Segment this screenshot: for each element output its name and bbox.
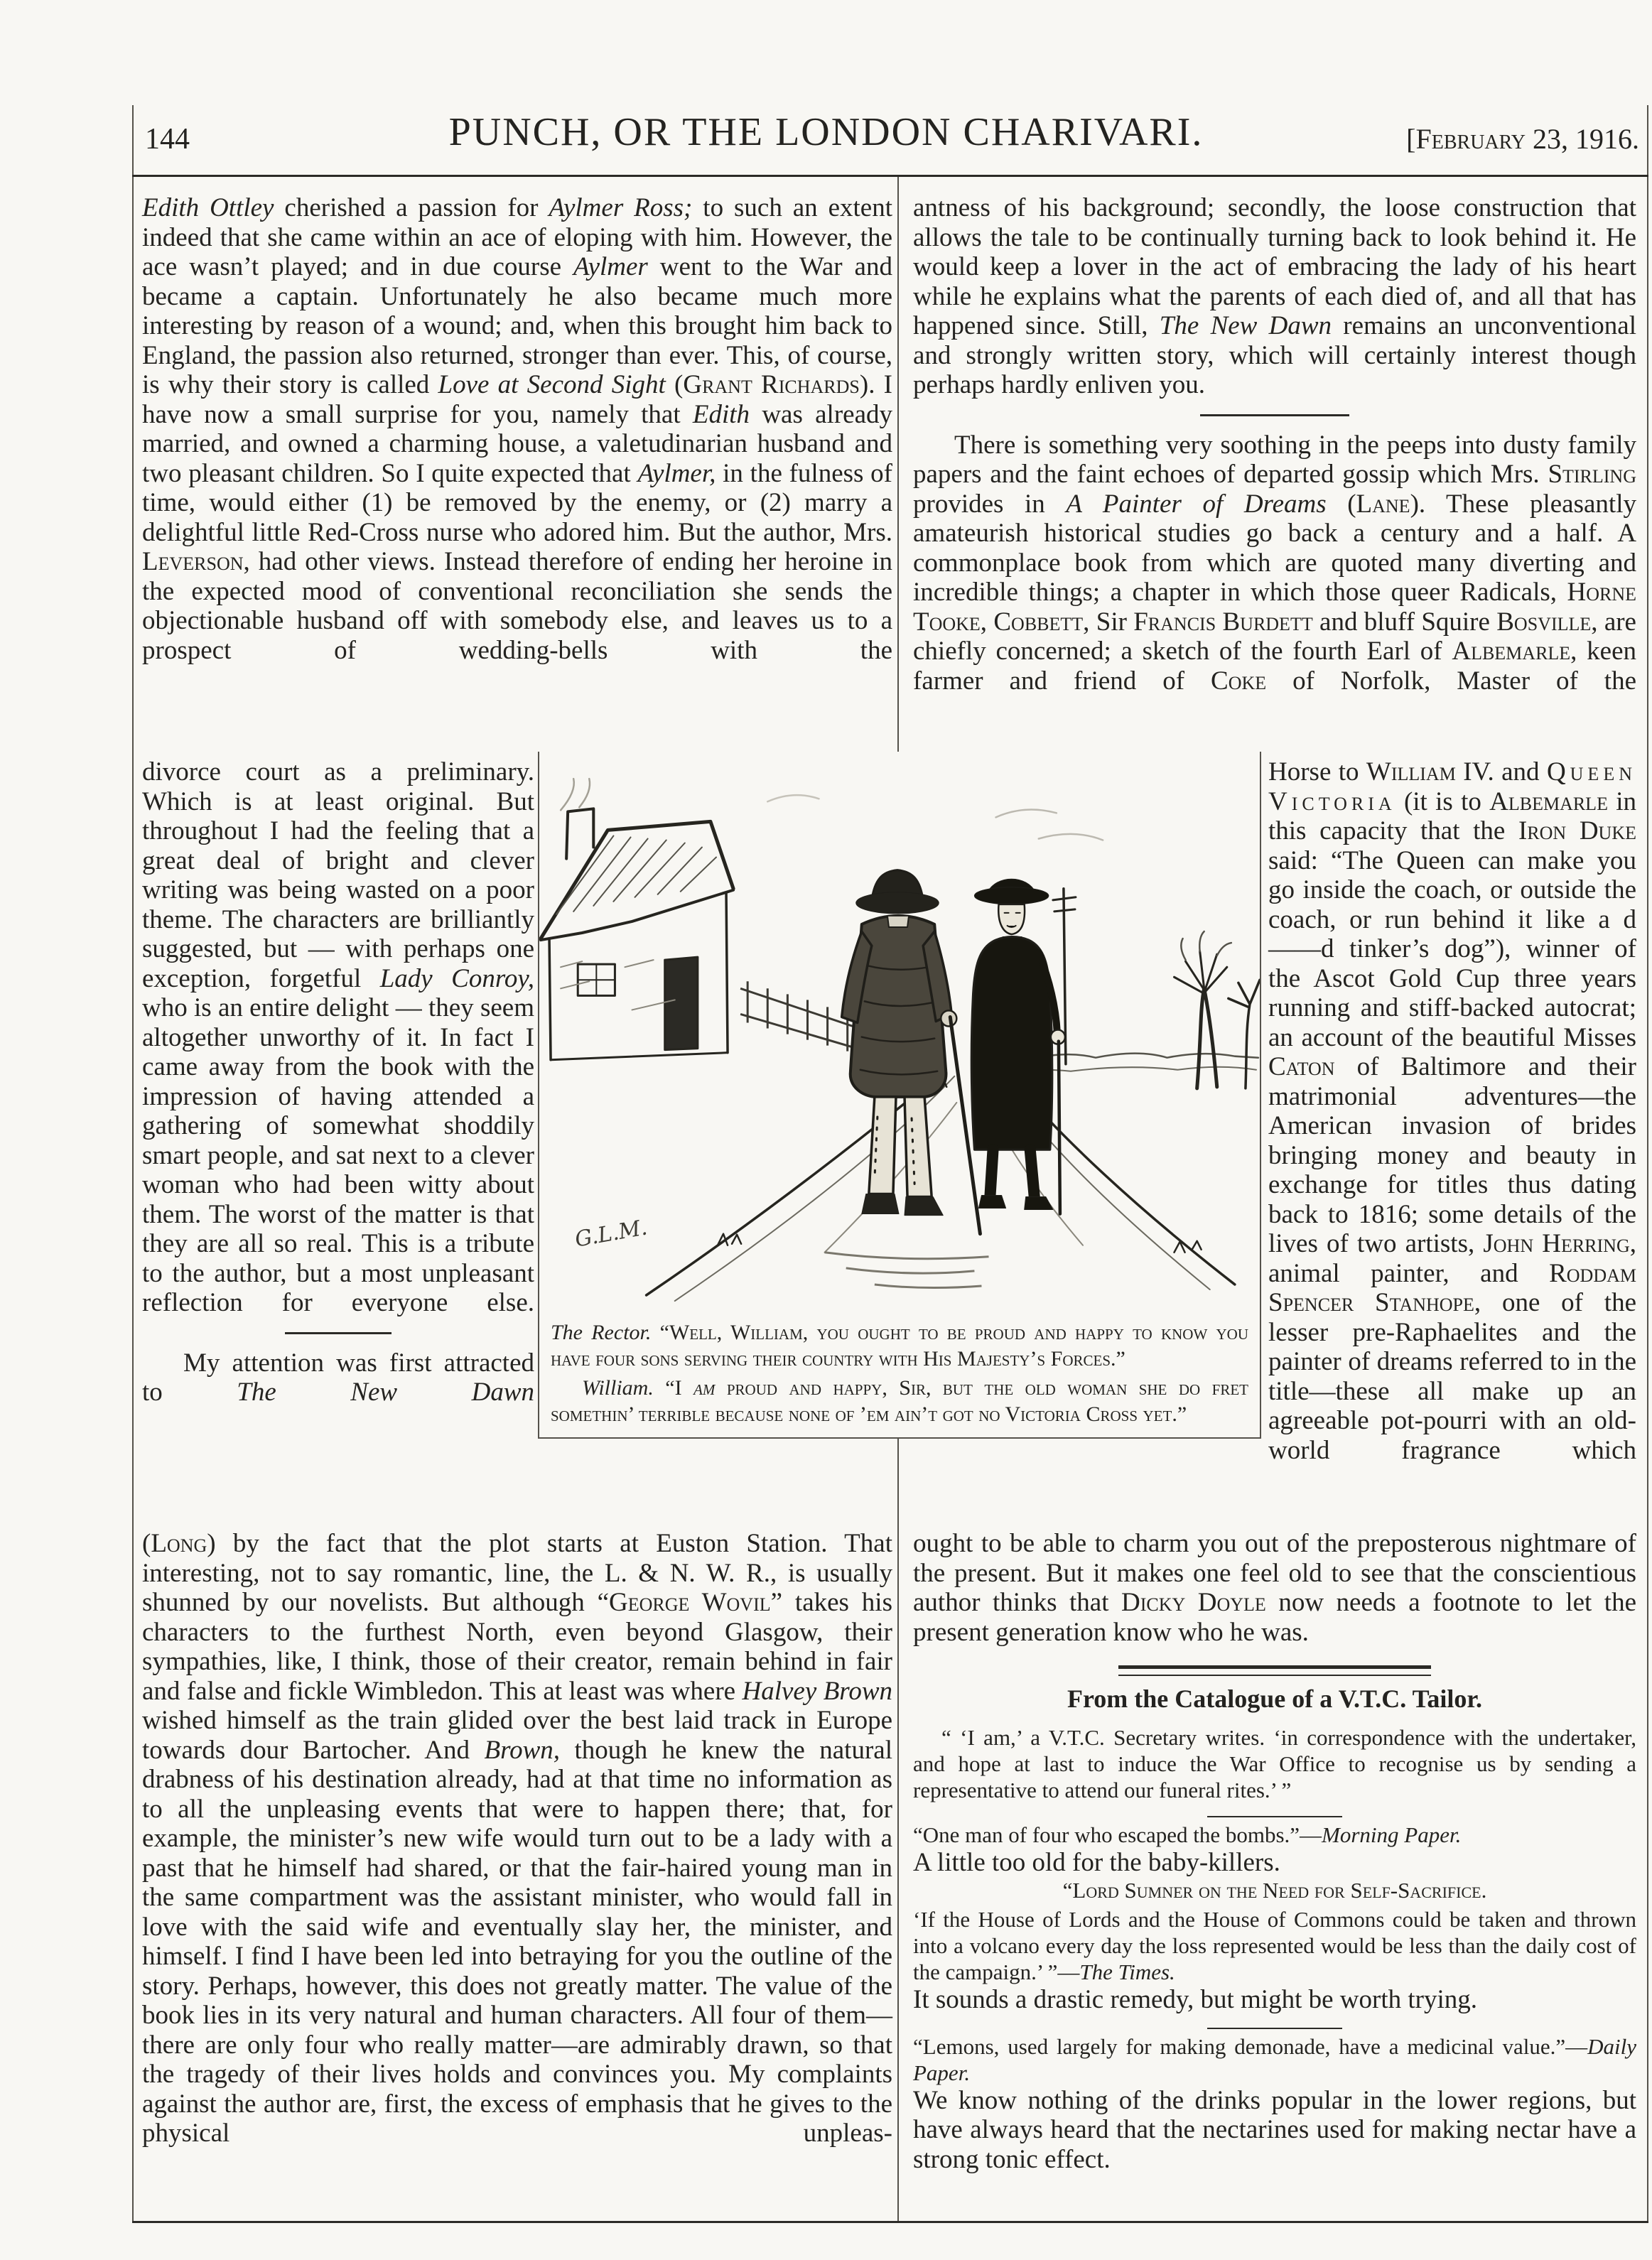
cartoon-figure bbox=[538, 752, 1261, 1439]
caption-william: William. “I am proud and happy, Sir, but the old woman she do fret somethin’ terrible because none of ’em ain’t got no Victoria Cross yet.” bbox=[551, 1376, 1248, 1427]
cartoon-drawing bbox=[539, 752, 1260, 1308]
bombs-reply: A little too old for the baby-killers. bbox=[913, 1847, 1280, 1877]
left-column-narrow bbox=[142, 757, 534, 1407]
separator-rule bbox=[1207, 2028, 1342, 2029]
lemons-quote: “Lemons, used largely for making demonade, have a medicinal value.”—Daily Paper. bbox=[913, 2033, 1636, 2085]
review-painter-of-dreams-part1: There is something very soothing in the peeps into dusty family papers and the faint echoes of departed gossip which Mrs. Stirling provides in A Painter of Dreams (Lane). These pleasantly amateurish historical studies go back a century and a half. A commonplace book from which are quoted many diverting and incredible things; a chapter in which those queer Radicals, Horne Tooke, Cobbett, Sir Francis Burdett and bluff Squire Bosville, are chiefly concerned; a sketch of the fourth Earl of Albemarle, keen farmer and friend of Coke of Norfolk, Master of the bbox=[913, 430, 1636, 696]
review-love-at-second-sight-part2: divorce court as a preliminary. Which is at least original. But throughout I had the feeling that a great deal of bright and clever writing was being wasted on a poor theme. The characters are brilliantly suggested, but — with perhaps one exception, forgetful Lady Conroy, who is an entire delight — they seem altogether unworthy of it. In fact I came away from the book with the impression of having attended a gathering of somewhat shoddily smart people, and sat next to a clever woman who had been witty about them. The worst of the matter is that they are all so real. This is a tribute to the author, but a most unpleasant reflection for everyone else. bbox=[142, 757, 534, 1317]
sumner-reply: It sounds a drastic remedy, but might be worth trying. bbox=[913, 1985, 1477, 2014]
publication-title: PUNCH, OR THE LONDON CHARIVARI. bbox=[448, 110, 1204, 154]
bottom-rule bbox=[132, 2221, 1648, 2223]
section-heading-tailor: From the Catalogue of a V.T.C. Tailor. bbox=[1067, 1685, 1483, 1713]
header-rule bbox=[132, 175, 1648, 177]
bombs-quote: “One man of four who escaped the bombs.”—Morning Paper. bbox=[913, 1822, 1462, 1847]
review-new-dawn-continued: (Long) by the fact that the plot starts at Euston Station. That interesting, not to say romantic, line, the L. & N. W. R., is usually shunned by our novelists. But although “George Wovil” takes his characters to the furthest North, even beyond Glasgow, their sympathies, like, I think, those of their creator, remain behind in fair and false and fickle Wimbledon. This at least was where Halvey Brown wished himself as the train glided over the best laid track in Europe towards dour Bartocher. And Brown, though he knew the natural drabness of his destination already, had at that time no information as to all the unpleasing events that were to happen there; that, for example, the minister’s new wife would turn out to be a lady with a past that he himself had shared, or that the fair-haired young man in the same compartment was the assistant minister, who would fall in love with the said wife and eventually slay her, the minister, and himself. I find I have been led into betraying for you the outline of the story. Perhaps, however, this does not greatly matter. The value of the book lies in its very natural and human characters. All four of them—there are only four who really matter—are admirably drawn, so that the tragedy of their lives holds and convinces you. My complaints against the author are, first, the excess of emphasis that he gives to the physical unpleas- bbox=[142, 1529, 892, 2148]
artist-signature: G.L.M. bbox=[573, 1215, 649, 1253]
tailor-quote: “ ‘I am,’ a V.T.C. Secretary writes. ‘in correspondence with the undertaker, and hope at last to induce the War Office to recognise us by sending a representative to attend our funeral rites.’ ” bbox=[913, 1724, 1636, 1802]
review-new-dawn-opening: My attention was first attracted to The New Dawn bbox=[142, 1348, 534, 1407]
page-frame-left bbox=[132, 105, 134, 2222]
review-love-at-second-sight-part1: Edith Ottley cherished a passion for Aylmer Ross; to such an extent indeed that she came within an ace of eloping with him. However, the ace wasn’t played; and in due course Aylmer went to the War and became a captain. Unfortunately he also became much more interesting by reason of a wound; and, when this brought him back to England, the passion also returned, stronger than ever. This, of course, is why their story is called Love at Second Sight (Grant Richards). I have now a small surprise for you, namely that Edith was already married, and owned a charming house, a valetudinarian husband and two pleasant children. So I quite expected that Aylmer, in the fulness of time, would either (1) be removed by the enemy, or (2) marry a delightful little Red-Cross nurse who adored him. But the author, Mrs. Leverson, had other views. Instead therefore of ending her heroine in the expected mood of conventional reconciliation she sends the objectionable husband off with somebody else, and leaves us to a prospect of wedding-bells with the bbox=[142, 193, 892, 665]
right-column-narrow bbox=[1268, 757, 1636, 1465]
review-painter-of-dreams-part2: Horse to William IV. and Queen Victoria (it is to Albemarle in this capacity that the Iron Duke said: “The Queen can make you go inside the coach, or outside the coach, or run behind it like a d——d tinker’s dog”), winner of the Ascot Gold Cup three years running and stiff-backed autocrat; an account of the beautiful Misses Caton of Baltimore and their matrimonial adventures—the American invasion of brides bringing money and beauty in exchange for titles thus dating back to 1816; some details of the lives of two artists, John Herring, animal painter, and Roddam Spencer Stanhope, one of the lesser pre-Raphaelites and the painter of dreams referred to in the title—these all make up an agreeable pot-pourri with an old-world fragrance which bbox=[1268, 757, 1637, 1465]
sumner-quote: ‘If the House of Lords and the House of Commons could be taken and thrown into a volcano every day the loss represented would be less than the daily cost of the campaign.’ ”—The Times. bbox=[913, 1907, 1636, 1984]
page-number: 144 bbox=[145, 123, 190, 156]
caption-rector: The Rector. “Well, William, you ought to be proud and happy to know you have four sons serving their country with His Majesty’s Forces.” bbox=[551, 1321, 1249, 1371]
separator-rule bbox=[1207, 1816, 1342, 1817]
sumner-heading: “Lord Sumner on the Need for Self-Sacrifice. bbox=[1062, 1878, 1487, 1903]
left-column-bottom bbox=[142, 1529, 892, 2148]
left-column-top bbox=[142, 193, 892, 665]
right-column-bottom bbox=[913, 1529, 1636, 2174]
separator-rule bbox=[285, 1332, 392, 1334]
page-frame-right bbox=[1647, 105, 1648, 2222]
double-rule bbox=[1118, 1665, 1431, 1676]
separator-rule bbox=[1200, 414, 1349, 416]
issue-date: [February 23, 1916. bbox=[1406, 123, 1639, 155]
review-new-dawn-conclusion: antness of his background; secondly, the loose construction that allows the tale to be continually turning back to look behind it. He would keep a lover in the act of embracing the lady of his heart while he explains what the parents of each died of, and all that has happened since. Still, The New Dawn remains an unconventional and strongly written story, which will certainly interest though perhaps hardly enliven you. bbox=[913, 193, 1636, 399]
review-painter-of-dreams-conclusion: ought to be able to charm you out of the preposterous nightmare of the present. But it makes one feel old to see that the conscientious author thinks that Dicky Doyle now needs a footnote to let the present generation know who he was. bbox=[913, 1529, 1637, 1647]
right-column-top bbox=[913, 193, 1636, 696]
cartoon-caption bbox=[539, 1319, 1260, 1427]
lemons-reply: We know nothing of the drinks popular in the lower regions, but have always heard that the nectarines used for making nectar have a strong tonic effect. bbox=[913, 2085, 1636, 2174]
